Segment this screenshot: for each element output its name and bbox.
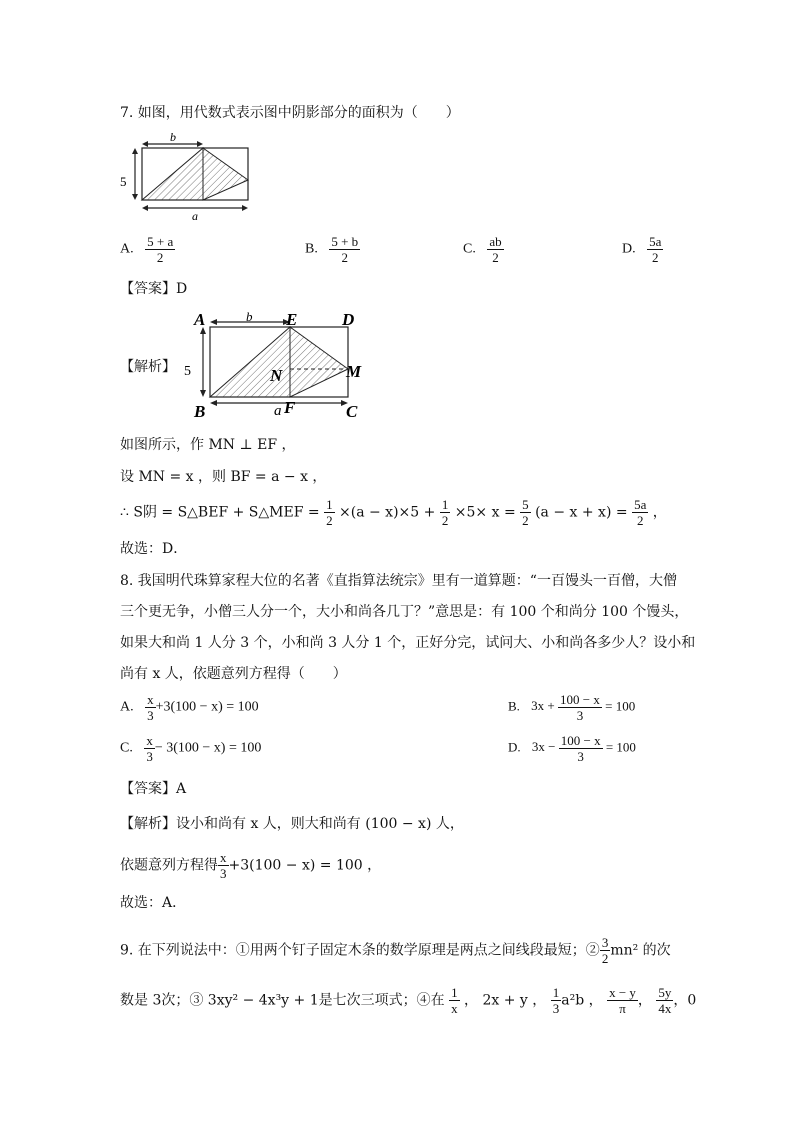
- q8-stem-3: 如果大和尚 1 人分 3 个，小和尚 3 人分 1 个，正好分完，试问大、小和尚各多少人？设小和: [120, 635, 696, 651]
- shaded-triangle-1: [142, 148, 203, 200]
- fig1-b: b: [170, 130, 176, 144]
- label-D: D: [342, 310, 355, 329]
- label-N: N: [270, 366, 283, 385]
- q7-option-d[interactable]: D. $\frac{5a}{2}$: [622, 234, 662, 265]
- q8-option-d[interactable]: D. 3x − $\frac{100 - x}{3}$ = 100: [508, 733, 636, 764]
- q7-answer: 【答案】D: [120, 281, 188, 297]
- label-A: A: [194, 310, 206, 329]
- q7-line3: ∴ S阴 = S△BEF + S△MEF = $\frac{1}{2}$ ×(a − x)×5 + $\frac{1}{2}$ ×5× x = $\frac{5}{2}$ (a − x + x) = $\frac{5a}{2}$ ，: [120, 497, 667, 528]
- q7-analysis-figure: [180, 305, 370, 420]
- q8-stem-2: 三个更无争，小僧三人分一个，大小和尚各几丁？”意思是：有 100 个和尚分 100 个馒头，: [120, 604, 689, 620]
- label-five: 5: [184, 364, 191, 379]
- shaded-triangle-2: [203, 148, 248, 200]
- q8-option-c[interactable]: C. $\frac{x}{3}$ − 3(100 − x) = 100: [120, 733, 262, 764]
- q8-answer: 【答案】A: [120, 781, 187, 797]
- label-M: M: [346, 362, 362, 381]
- q8-equation: 依题意列方程得 $\frac{x}{3}$ +3(100 − x) = 100 ，: [120, 850, 382, 881]
- q7-option-c[interactable]: C. $\frac{ab}{2}$: [463, 234, 502, 265]
- q8-option-b[interactable]: B. 3x + $\frac{100 - x}{3}$ = 100: [508, 692, 636, 723]
- q7-option-b[interactable]: B. $\frac{5 + b}{2}$: [305, 234, 359, 265]
- q8-analysis: 【解析】设小和尚有 x 人，则大和尚有 (100 − x) 人，: [120, 816, 464, 832]
- q8-option-a[interactable]: A. $\frac{x}{3}$ +3(100 − x) = 100: [120, 692, 259, 723]
- q8-stem-1: 8. 我国明代珠算家程大位的名著《直指算法统宗》里有一道算题：“一百馒头一百僧，大僧: [120, 573, 677, 589]
- q7-stem: 7. 如图，用代数式表示图中阴影部分的面积为（ ）: [120, 105, 460, 121]
- q7-analysis-label: 【解析】: [120, 359, 176, 375]
- q7-conclusion: 故选：D．: [120, 541, 188, 557]
- label-F: F: [284, 398, 296, 417]
- q9-line2: 数是 3次；③ 3xy² − 4x³y + 1是七次三项式；④在 $\frac{1}{x}$ ， 2x + y ， $\frac{1}{3}$ a²b ， $\frac{x - y}{\pi}$ ， $\frac{5y}{4x}$ ，0: [120, 985, 697, 1016]
- label-a: a: [274, 403, 282, 419]
- q7-figure: [118, 130, 258, 220]
- fig1-a: a: [192, 209, 198, 220]
- fig1-five: 5: [120, 174, 127, 189]
- q8-conclusion: 故选：A．: [120, 895, 187, 911]
- q7-line1: 如图所示，作 MN ⊥ EF ，: [120, 437, 296, 453]
- q9-line1: 9. 在下列说法中：①用两个钉子固定木条的数学原理是两点之间线段最短；② $\frac{3}{2}$ mn² 的次: [120, 935, 671, 966]
- label-b: b: [246, 309, 253, 324]
- label-E: E: [286, 310, 298, 329]
- label-C: C: [346, 402, 358, 420]
- label-B: B: [194, 402, 206, 420]
- q8-stem-4: 尚有 x 人，依题意列方程得（ ）: [120, 666, 347, 682]
- q7-option-a[interactable]: A. $\frac{5 + a}{2}$: [120, 234, 174, 265]
- q7-line2: 设 MN = x ，则 BF = a − x ，: [120, 469, 327, 485]
